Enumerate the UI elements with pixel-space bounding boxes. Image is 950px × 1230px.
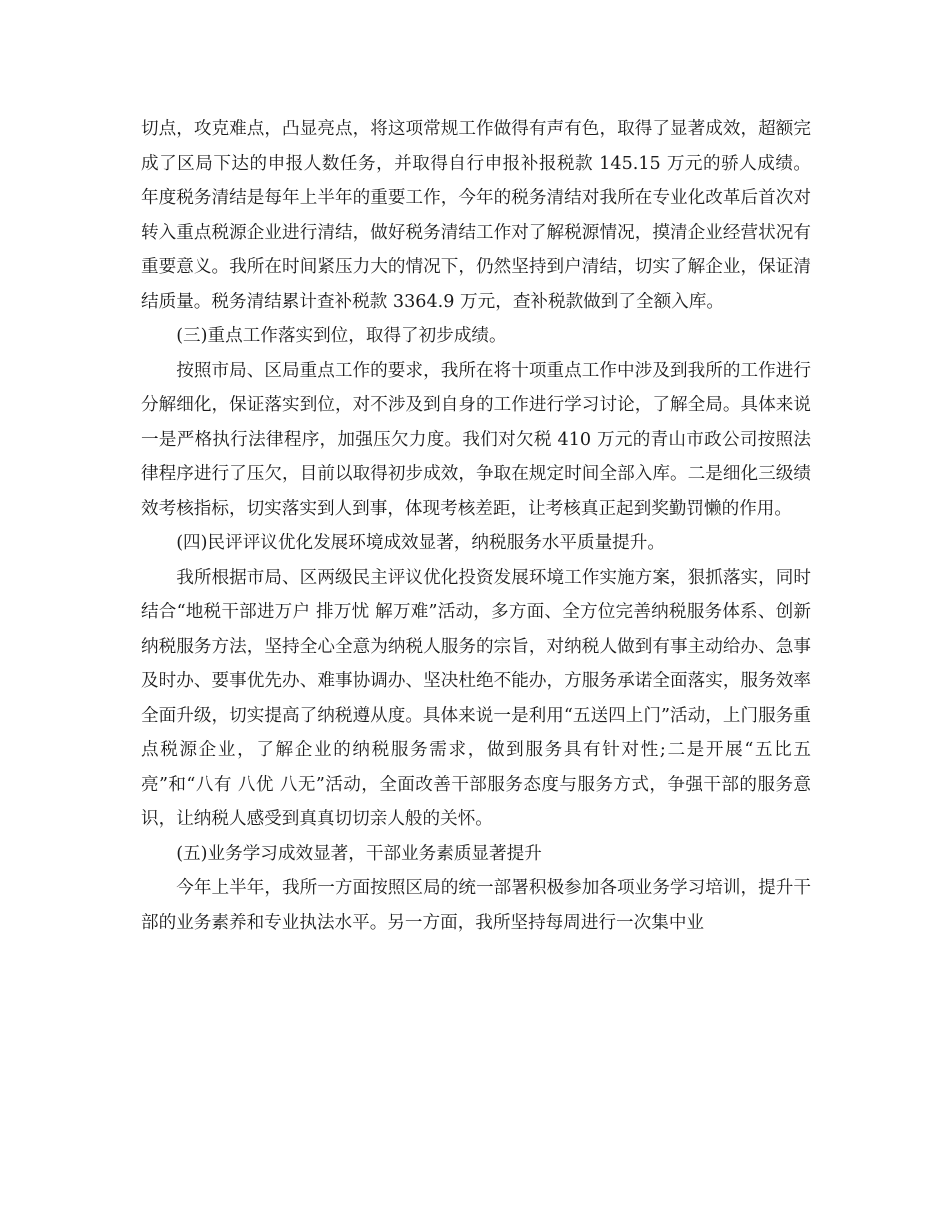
- paragraph-4: 今年上半年，我所一方面按照区局的统一部署积极参加各项业务学习培训，提升干部的业务素养和专业执法水平。另一方面，我所坚持每周进行一次集中业: [141, 878, 811, 933]
- document-body: [141, 112, 811, 940]
- section-heading-5: (五)业务学习成效显著，干部业务素质显著提升: [176, 843, 542, 864]
- paragraph-3: 我所根据市局、区两级民主评议优化投资发展环境工作实施方案，狠抓落实，同时结合“地税干部进万户 排万忧 解万难”活动，多方面、全方位完善纳税服务体系、创新纳税服务方法，坚持全心全意为纳税人服务的宗旨，对纳税人做到有事主动给办、急事及时办、要事优先办、难事协调办、坚决杜绝不能办，方服务承诺全面落实，服务效率全面升级，切实提高了纳税遵从度。具体来说一是利用“五送四上门”活动，上门服务重点税源企业，了解企业的纳税服务需求，做到服务具有针对性;二是开展“五比五亮”和“八有 八优 八无”活动，全面改善干部服务态度与服务方式，争强干部的服务意识，让纳税人感受到真真切切亲人般的关怀。: [141, 567, 811, 829]
- section-heading-3: (三)重点工作落实到位，取得了初步成绩。: [176, 326, 507, 346]
- section-heading-4: (四)民评评议优化发展环境成效显著，纳税服务水平质量提升。: [176, 533, 665, 553]
- paragraph-2: 按照市局、区局重点工作的要求，我所在将十项重点工作中涉及到我所的工作进行分解细化，保证落实到位，对不涉及到自身的工作进行学习讨论，了解全局。具体来说一是严格执行法律程序，加强压欠力度。我们对欠税 410 万元的青山市政公司按照法律程序进行了压欠，目前以取得初步成效，争取在规定时间全部入库。二是细化三级绩效考核指标，切实落实到人到事，体现考核差距，让考核真正起到奖勤罚懒的作用。: [141, 360, 811, 519]
- paragraph-1: 切点，攻克难点，凸显亮点，将这项常规工作做得有声有色，取得了显著成效，超额完成了区局下达的申报人数任务，并取得自行申报补报税款 145.15 万元的骄人成绩。年度税务清结是每年上半年的重要工作，今年的税务清结对我所在专业化改革后首次对转入重点税源企业进行清结，做好税务清结工作对了解税源情况，摸清企业经营状况有重要意义。我所在时间紧压力大的情况下，仍然坚持到户清结，切实了解企业，保证清结质量。税务清结累计查补税款 3364.9 万元，查补税款做到了全额入库。: [141, 119, 811, 312]
